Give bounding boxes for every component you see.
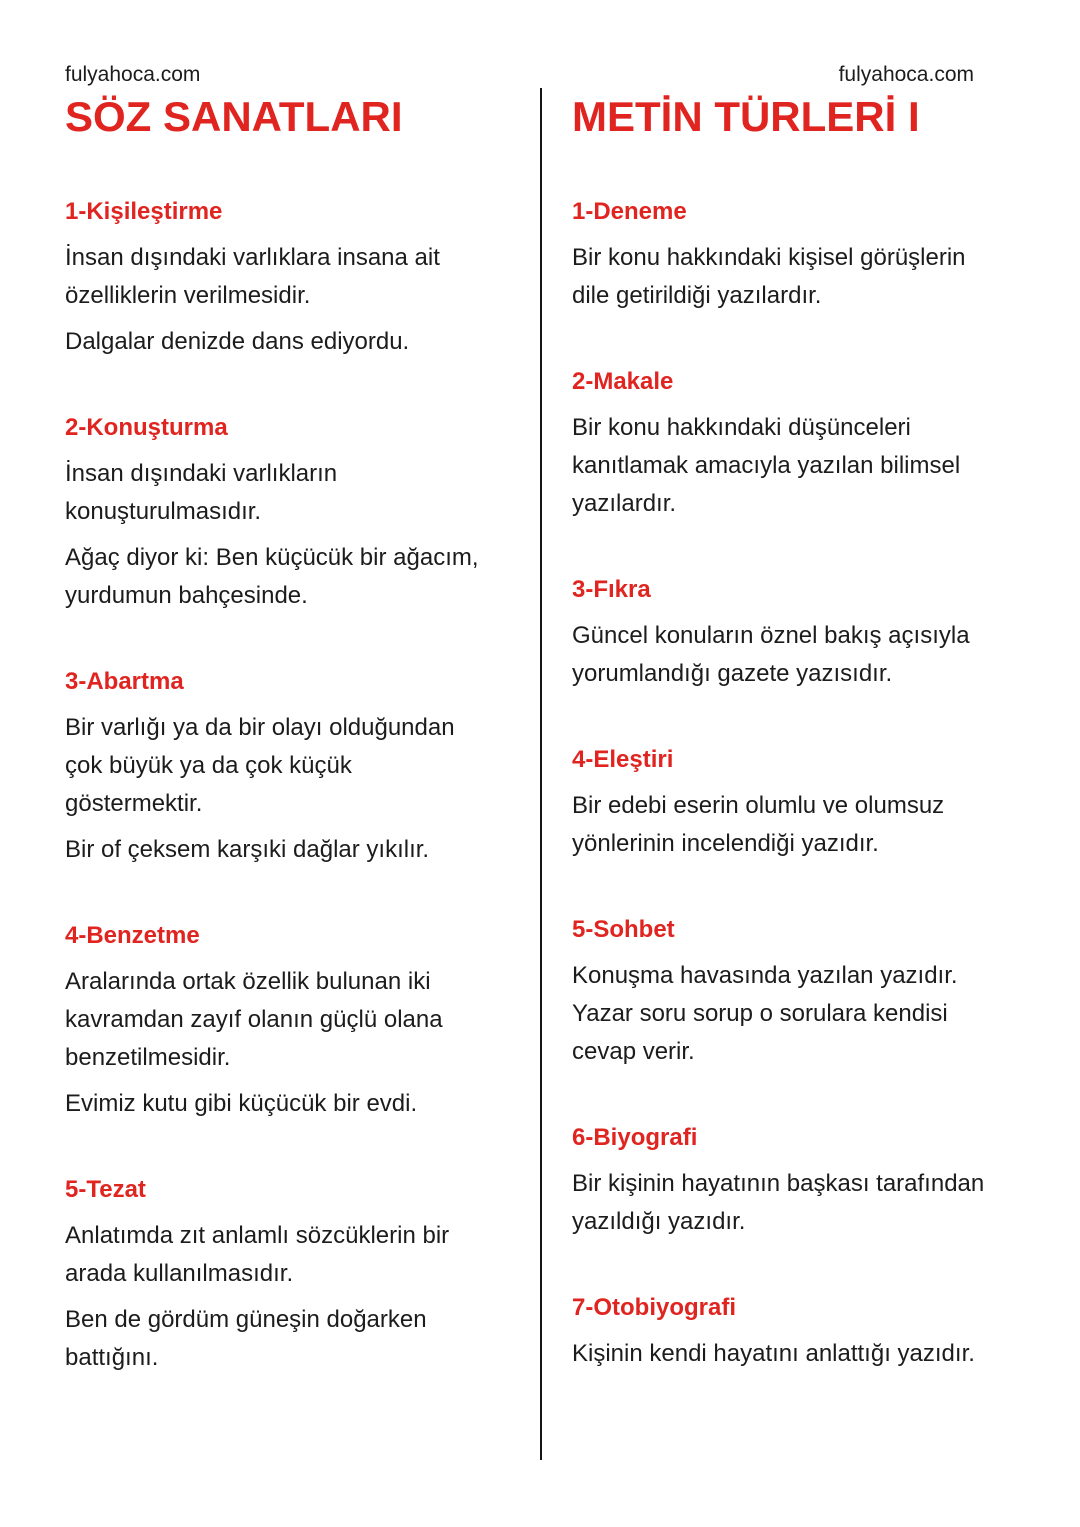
section xyxy=(572,745,1002,863)
section-heading: 4-Eleştiri xyxy=(572,746,674,773)
definition-text: Anlatımda zıt anlamlı sözcüklerin bir arada kullanılmasıdır. xyxy=(65,1222,450,1287)
definition-text: Kişinin kendi hayatını anlattığı yazıdır. xyxy=(572,1340,975,1367)
definition-text: Konuşma havasında yazılan yazıdır. Yazar soru sorup o sorulara kendisi cevap verir. xyxy=(572,962,958,1065)
right-column xyxy=(572,62,1002,1425)
section-heading: 1-Kişileştirme xyxy=(65,198,223,225)
section-heading: 5-Sohbet xyxy=(572,916,675,943)
definition-text: Bir konu hakkındaki düşünceleri kanıtlamak amacıyla yazılan bilimsel yazılardır. xyxy=(572,414,961,517)
definition-text: Bir konu hakkındaki kişisel görüşlerin dile getirildiği yazılardır. xyxy=(572,244,966,309)
definition-text: İnsan dışındaki varlıklara insana ait özelliklerin verilmesidir. xyxy=(65,244,440,309)
definition-text: Bir kişinin hayatının başkası tarafından yazıldığı yazıdır. xyxy=(572,1170,985,1235)
example-text: Dalgalar denizde dans ediyordu. xyxy=(65,328,410,355)
document-title: SÖZ SANATLARI xyxy=(65,93,403,140)
section-heading: 3-Abartma xyxy=(65,668,184,695)
section xyxy=(572,197,1002,315)
example-text: Bir of çeksem karşıki dağlar yıkılır. xyxy=(65,836,430,863)
definition-text: İnsan dışındaki varlıkların konuşturulmasıdır. xyxy=(65,460,338,525)
definition-text: Güncel konuların öznel bakış açısıyla yorumlandığı gazete yazısıdır. xyxy=(572,622,970,687)
section-heading: 4-Benzetme xyxy=(65,922,200,949)
section-heading: 1-Deneme xyxy=(572,198,687,225)
section xyxy=(65,1175,495,1377)
left-column xyxy=(65,62,495,1429)
site-label: fulyahoca.com xyxy=(838,63,974,86)
section xyxy=(572,575,1002,693)
column-divider xyxy=(540,88,542,1460)
example-text: Evimiz kutu gibi küçücük bir evdi. xyxy=(65,1090,418,1117)
section xyxy=(572,1123,1002,1241)
section-heading: 2-Makale xyxy=(572,368,674,395)
definition-text: Bir edebi eserin olumlu ve olumsuz yönlerinin incelendiği yazıdır. xyxy=(572,792,945,857)
example-text: Ben de gördüm güneşin doğarken battığını. xyxy=(65,1306,427,1371)
site-label: fulyahoca.com xyxy=(65,63,201,86)
section xyxy=(572,1293,1002,1373)
definition-text: Bir varlığı ya da bir olayı olduğundan çok büyük ya da çok küçük göstermektir. xyxy=(65,714,455,817)
section xyxy=(65,197,495,361)
section xyxy=(572,367,1002,523)
section-heading: 6-Biyografi xyxy=(572,1124,698,1151)
section xyxy=(65,667,495,869)
section-heading: 2-Konuşturma xyxy=(65,414,228,441)
section xyxy=(65,921,495,1123)
section-heading: 5-Tezat xyxy=(65,1176,146,1203)
section xyxy=(65,413,495,615)
section xyxy=(572,915,1002,1071)
definition-text: Aralarında ortak özellik bulunan iki kavramdan zayıf olanın güçlü olana benzetilmesidir. xyxy=(65,968,443,1071)
section-heading: 7-Otobiyografi xyxy=(572,1294,737,1321)
document-title: METİN TÜRLERİ I xyxy=(572,93,920,140)
example-text: Ağaç diyor ki: Ben küçücük bir ağacım, yurdumun bahçesinde. xyxy=(65,544,479,609)
section-heading: 3-Fıkra xyxy=(572,576,651,603)
